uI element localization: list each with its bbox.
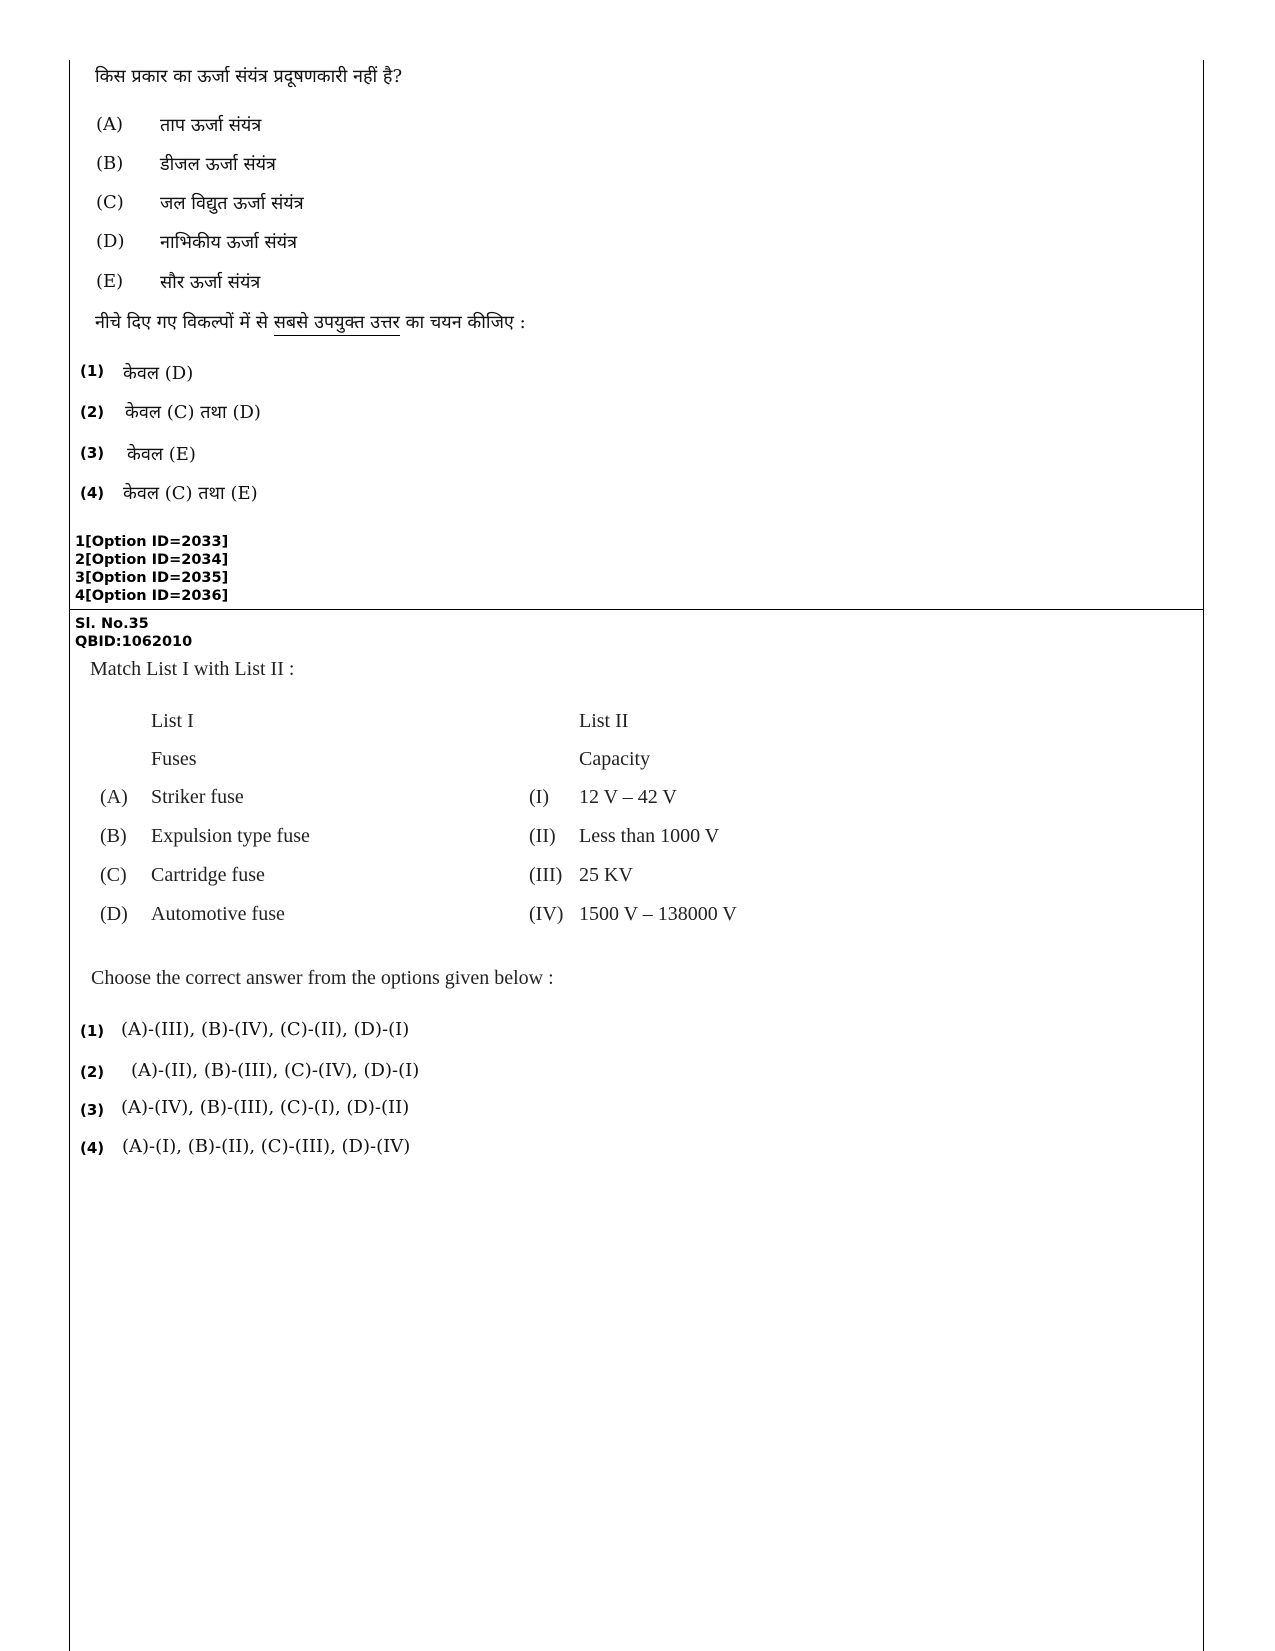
q35-option-text: (A)-(IV), (B)-(III), (C)-(I), (D)-(II) <box>121 1097 410 1118</box>
match-row-key2: (I) <box>529 786 549 808</box>
match-row-item2: Less than 1000 V <box>579 825 720 847</box>
q35-option-text: (A)-(II), (B)-(III), (C)-(IV), (D)-(I) <box>131 1060 420 1081</box>
list2-subtitle: Capacity <box>579 748 651 770</box>
serial-number: Sl. No.35 <box>75 616 149 632</box>
q34-option-text: केवल (E) <box>127 444 196 465</box>
q34-item-key: (E) <box>96 271 124 292</box>
q34-option-text: केवल (C) तथा (D) <box>125 402 261 423</box>
q35-option-number: (1) <box>80 1022 105 1040</box>
q34-question: किस प्रकार का ऊर्जा संयंत्र प्रदूषणकारी नहीं है? <box>95 66 403 87</box>
option-id: 2[Option ID=2034] <box>75 552 229 568</box>
right-border <box>1203 60 1204 1651</box>
match-row-item1: Striker fuse <box>151 786 244 808</box>
option-id: 3[Option ID=2035] <box>75 570 229 586</box>
match-row-item1: Cartridge fuse <box>151 864 265 886</box>
q34-item-text: ताप ऊर्जा संयंत्र <box>160 115 262 136</box>
q35-option-number: (4) <box>80 1139 105 1157</box>
option-id: 4[Option ID=2036] <box>75 588 229 604</box>
q34-instruction <box>95 310 526 334</box>
instruction-post: का चयन कीजिए : <box>405 312 526 333</box>
match-row-key1: (C) <box>100 864 127 886</box>
q34-item-key: (D) <box>96 231 125 252</box>
option-id: 1[Option ID=2033] <box>75 534 229 550</box>
q35-question: Match List I with List II : <box>90 658 295 680</box>
question-header <box>75 615 192 651</box>
q34-item-key: (C) <box>96 192 124 213</box>
match-row-key2: (III) <box>529 864 563 886</box>
q35-option-text: (A)-(III), (B)-(IV), (C)-(II), (D)-(I) <box>121 1019 410 1040</box>
instruction-underlined: सबसे उपयुक्त उत्तर <box>274 312 400 336</box>
q34-item-key: (B) <box>96 153 124 174</box>
q34-option-number: (4) <box>80 484 105 502</box>
q34-option-text: केवल (D) <box>123 363 194 384</box>
qbid: QBID:1062010 <box>75 634 193 650</box>
option-id-list <box>75 533 228 605</box>
match-row-key1: (D) <box>100 903 128 925</box>
list1-title: List I <box>151 710 194 732</box>
q34-item-text: नाभिकीय ऊर्जा संयंत्र <box>160 232 298 253</box>
q35-option-number: (3) <box>80 1101 105 1119</box>
q34-item-key: (A) <box>96 114 124 135</box>
q34-option-number: (1) <box>80 362 105 380</box>
q34-item-text: डीजल ऊर्जा संयंत्र <box>160 154 276 175</box>
match-row-item2: 1500 V – 138000 V <box>579 903 737 925</box>
q34-option-text: केवल (C) तथा (E) <box>123 483 258 504</box>
match-row-key1: (A) <box>100 786 128 808</box>
q34-item-text: सौर ऊर्जा संयंत्र <box>160 272 261 293</box>
match-row-item1: Automotive fuse <box>151 903 285 925</box>
match-row-key2: (II) <box>529 825 556 847</box>
match-row-item1: Expulsion type fuse <box>151 825 310 847</box>
q35-instruction: Choose the correct answer from the options given below : <box>91 967 554 989</box>
q34-option-number: (2) <box>80 403 105 421</box>
match-row-key1: (B) <box>100 825 127 847</box>
left-border <box>69 60 70 1651</box>
q34-option-number: (3) <box>80 444 105 462</box>
match-row-item2: 12 V – 42 V <box>579 786 677 808</box>
q34-item-text: जल विद्युत ऊर्जा संयंत्र <box>160 193 304 214</box>
match-row-key2: (IV) <box>529 903 564 925</box>
q35-option-number: (2) <box>80 1063 105 1081</box>
match-row-item2: 25 KV <box>579 864 633 886</box>
question-divider <box>69 609 1204 610</box>
list1-subtitle: Fuses <box>151 748 197 770</box>
q35-option-text: (A)-(I), (B)-(II), (C)-(III), (D)-(IV) <box>122 1136 411 1157</box>
instruction-pre: नीचे दिए गए विकल्पों में से <box>95 312 268 333</box>
list2-title: List II <box>579 710 629 732</box>
